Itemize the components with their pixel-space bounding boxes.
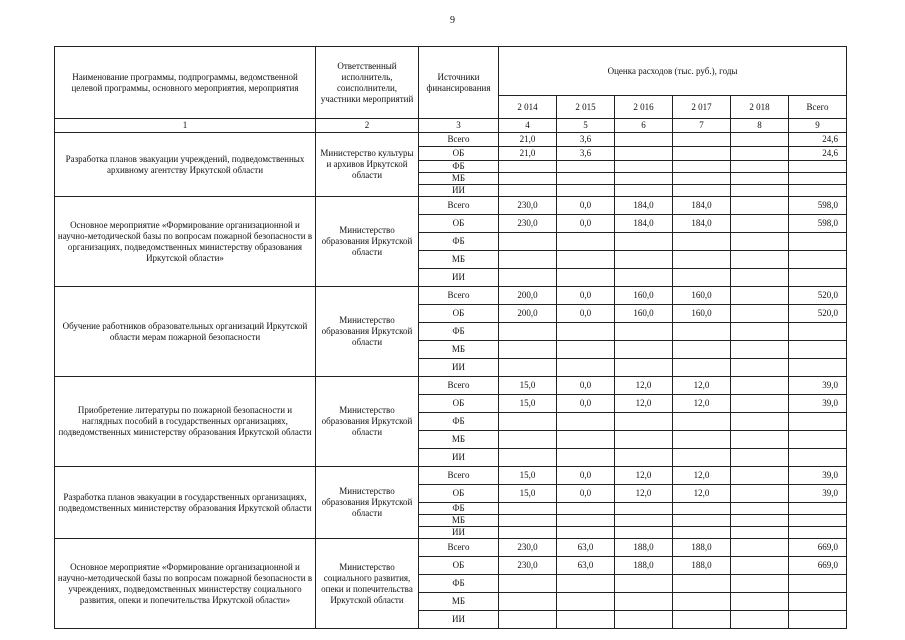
year-value bbox=[731, 503, 789, 515]
year-value bbox=[673, 611, 731, 629]
year-value: 15,0 bbox=[499, 485, 557, 503]
year-value bbox=[731, 557, 789, 575]
table-row bbox=[55, 197, 847, 215]
year-value: 184,0 bbox=[673, 215, 731, 233]
total-value bbox=[789, 185, 847, 197]
year-value: 12,0 bbox=[673, 467, 731, 485]
column-number: 4 bbox=[499, 119, 557, 133]
year-value bbox=[615, 133, 673, 147]
column-number: 8 bbox=[731, 119, 789, 133]
year-value bbox=[731, 269, 789, 287]
column-number: 7 bbox=[673, 119, 731, 133]
year-value: 188,0 bbox=[615, 557, 673, 575]
year-value bbox=[731, 539, 789, 557]
header-year: 2 017 bbox=[673, 96, 731, 119]
year-value bbox=[731, 449, 789, 467]
funding-source: Всего bbox=[419, 287, 499, 305]
year-value: 0,0 bbox=[557, 467, 615, 485]
year-value: 0,0 bbox=[557, 485, 615, 503]
year-value bbox=[557, 161, 615, 173]
year-value: 12,0 bbox=[615, 377, 673, 395]
year-value: 12,0 bbox=[673, 377, 731, 395]
total-value: 669,0 bbox=[789, 539, 847, 557]
year-value: 12,0 bbox=[673, 395, 731, 413]
total-value: 598,0 bbox=[789, 215, 847, 233]
year-value: 0,0 bbox=[557, 305, 615, 323]
year-value bbox=[615, 359, 673, 377]
year-value: 12,0 bbox=[615, 485, 673, 503]
header-year: 2 014 bbox=[499, 96, 557, 119]
year-value bbox=[615, 413, 673, 431]
year-value: 15,0 bbox=[499, 395, 557, 413]
executor-name: Министерство образования Иркутской области bbox=[316, 467, 419, 539]
year-value bbox=[499, 269, 557, 287]
funding-source: МБ bbox=[419, 431, 499, 449]
table-body bbox=[55, 47, 847, 629]
funding-source: ИИ bbox=[419, 269, 499, 287]
year-value: 200,0 bbox=[499, 287, 557, 305]
year-value bbox=[731, 147, 789, 161]
year-value bbox=[673, 359, 731, 377]
year-value bbox=[499, 359, 557, 377]
year-value: 63,0 bbox=[557, 557, 615, 575]
year-value bbox=[731, 233, 789, 251]
year-value bbox=[731, 431, 789, 449]
year-value bbox=[673, 147, 731, 161]
program-name: Разработка планов эвакуации учреждений, подведомственных архивному агентству Иркутской области bbox=[55, 133, 316, 197]
table-row bbox=[55, 539, 847, 557]
column-number: 2 bbox=[316, 119, 419, 133]
year-value: 184,0 bbox=[673, 197, 731, 215]
total-value bbox=[789, 527, 847, 539]
year-value bbox=[557, 233, 615, 251]
year-value bbox=[499, 575, 557, 593]
year-value bbox=[557, 611, 615, 629]
year-value bbox=[557, 503, 615, 515]
year-value bbox=[615, 449, 673, 467]
year-value bbox=[615, 233, 673, 251]
total-value: 39,0 bbox=[789, 377, 847, 395]
year-value bbox=[731, 413, 789, 431]
total-value bbox=[789, 161, 847, 173]
total-value: 39,0 bbox=[789, 395, 847, 413]
year-value bbox=[731, 575, 789, 593]
table-row bbox=[55, 377, 847, 395]
year-value: 184,0 bbox=[615, 197, 673, 215]
total-value: 39,0 bbox=[789, 467, 847, 485]
year-value: 0,0 bbox=[557, 395, 615, 413]
total-value bbox=[789, 413, 847, 431]
total-value: 520,0 bbox=[789, 305, 847, 323]
funding-source: Всего bbox=[419, 133, 499, 147]
year-value bbox=[731, 611, 789, 629]
year-value bbox=[731, 377, 789, 395]
total-value: 24,6 bbox=[789, 147, 847, 161]
year-value bbox=[557, 185, 615, 197]
funding-source: ОБ bbox=[419, 485, 499, 503]
total-value bbox=[789, 449, 847, 467]
executor-name: Министерство образования Иркутской области bbox=[316, 287, 419, 377]
year-value bbox=[615, 269, 673, 287]
header-total: Всего bbox=[789, 96, 847, 119]
year-value bbox=[615, 341, 673, 359]
year-value bbox=[499, 431, 557, 449]
year-value: 160,0 bbox=[673, 305, 731, 323]
total-value bbox=[789, 233, 847, 251]
year-value bbox=[673, 515, 731, 527]
year-value bbox=[499, 173, 557, 185]
table-row bbox=[55, 287, 847, 305]
year-value bbox=[731, 341, 789, 359]
year-value: 0,0 bbox=[557, 287, 615, 305]
year-value bbox=[673, 575, 731, 593]
header-year: 2 015 bbox=[557, 96, 615, 119]
year-value bbox=[731, 197, 789, 215]
funding-source: ОБ bbox=[419, 395, 499, 413]
year-value bbox=[731, 527, 789, 539]
column-number: 6 bbox=[615, 119, 673, 133]
year-value: 12,0 bbox=[673, 485, 731, 503]
total-value: 598,0 bbox=[789, 197, 847, 215]
year-value bbox=[673, 173, 731, 185]
funding-source: Всего bbox=[419, 539, 499, 557]
funding-source: ФБ bbox=[419, 233, 499, 251]
year-value bbox=[499, 185, 557, 197]
year-value bbox=[731, 215, 789, 233]
year-value bbox=[731, 251, 789, 269]
year-value: 160,0 bbox=[615, 287, 673, 305]
program-name: Разработка планов эвакуации в государственных организациях, подведомственных министерству образования Иркутской области bbox=[55, 467, 316, 539]
year-value bbox=[557, 359, 615, 377]
year-value: 12,0 bbox=[615, 395, 673, 413]
header-executor: Ответственный исполнитель, соисполнители, участники мероприятий bbox=[316, 47, 419, 119]
year-value bbox=[499, 251, 557, 269]
funding-source: ФБ bbox=[419, 323, 499, 341]
year-value bbox=[731, 287, 789, 305]
year-value bbox=[557, 341, 615, 359]
funding-source: МБ bbox=[419, 341, 499, 359]
total-value bbox=[789, 431, 847, 449]
column-number: 3 bbox=[419, 119, 499, 133]
year-value bbox=[557, 593, 615, 611]
funding-source: ИИ bbox=[419, 527, 499, 539]
year-value bbox=[499, 161, 557, 173]
year-value bbox=[673, 413, 731, 431]
funding-source: Всего bbox=[419, 467, 499, 485]
year-value: 230,0 bbox=[499, 197, 557, 215]
year-value bbox=[557, 323, 615, 341]
year-value bbox=[673, 449, 731, 467]
table-row bbox=[55, 133, 847, 147]
funding-source: ИИ bbox=[419, 611, 499, 629]
year-value bbox=[673, 233, 731, 251]
executor-name: Министерство культуры и архивов Иркутской области bbox=[316, 133, 419, 197]
year-value bbox=[673, 503, 731, 515]
year-value bbox=[615, 575, 673, 593]
year-value bbox=[615, 251, 673, 269]
funding-source: ФБ bbox=[419, 413, 499, 431]
year-value bbox=[673, 133, 731, 147]
funding-source: МБ bbox=[419, 251, 499, 269]
program-name: Основное мероприятие «Формирование организационной и научно-методической базы по вопросам пожарной безопасности в учреждениях, подведомственных министерству социального развития, опеки и попечительства Иркутской области» bbox=[55, 539, 316, 629]
year-value: 3,6 bbox=[557, 133, 615, 147]
program-name: Основное мероприятие «Формирование организационной и научно-методической базы по вопросам пожарной безопасности в организациях, подведомственных министерству образования Иркутской области» bbox=[55, 197, 316, 287]
year-value bbox=[557, 173, 615, 185]
funding-source: ОБ bbox=[419, 305, 499, 323]
year-value bbox=[615, 611, 673, 629]
year-value bbox=[557, 431, 615, 449]
year-value bbox=[731, 593, 789, 611]
year-value bbox=[731, 485, 789, 503]
year-value: 3,6 bbox=[557, 147, 615, 161]
total-value bbox=[789, 341, 847, 359]
executor-name: Министерство образования Иркутской области bbox=[316, 197, 419, 287]
total-value: 24,6 bbox=[789, 133, 847, 147]
year-value bbox=[499, 611, 557, 629]
year-value bbox=[731, 185, 789, 197]
year-value: 0,0 bbox=[557, 197, 615, 215]
total-value bbox=[789, 251, 847, 269]
year-value bbox=[673, 161, 731, 173]
funding-source: ФБ bbox=[419, 575, 499, 593]
year-value bbox=[731, 161, 789, 173]
year-value bbox=[499, 323, 557, 341]
total-value bbox=[789, 593, 847, 611]
year-value bbox=[557, 575, 615, 593]
year-value bbox=[499, 449, 557, 467]
funding-source: ИИ bbox=[419, 185, 499, 197]
funding-source: ИИ bbox=[419, 449, 499, 467]
funding-source: ОБ bbox=[419, 557, 499, 575]
funding-source: Всего bbox=[419, 377, 499, 395]
table-row bbox=[55, 467, 847, 485]
total-value bbox=[789, 515, 847, 527]
year-value: 160,0 bbox=[615, 305, 673, 323]
year-value bbox=[731, 305, 789, 323]
year-value bbox=[615, 431, 673, 449]
funding-source: ОБ bbox=[419, 215, 499, 233]
year-value bbox=[673, 269, 731, 287]
year-value bbox=[673, 323, 731, 341]
total-value: 669,0 bbox=[789, 557, 847, 575]
year-value bbox=[673, 527, 731, 539]
year-value: 0,0 bbox=[557, 377, 615, 395]
year-value: 12,0 bbox=[615, 467, 673, 485]
year-value bbox=[615, 161, 673, 173]
year-value bbox=[731, 515, 789, 527]
year-value: 21,0 bbox=[499, 147, 557, 161]
year-value bbox=[499, 593, 557, 611]
year-value bbox=[731, 467, 789, 485]
page-number: 9 bbox=[450, 15, 455, 26]
year-value: 230,0 bbox=[499, 539, 557, 557]
year-value bbox=[615, 173, 673, 185]
year-value: 21,0 bbox=[499, 133, 557, 147]
expense-table bbox=[54, 46, 847, 629]
total-value bbox=[789, 359, 847, 377]
year-value bbox=[499, 341, 557, 359]
year-value bbox=[499, 413, 557, 431]
year-value: 0,0 bbox=[557, 215, 615, 233]
year-value: 15,0 bbox=[499, 377, 557, 395]
total-value: 39,0 bbox=[789, 485, 847, 503]
year-value bbox=[731, 395, 789, 413]
total-value bbox=[789, 173, 847, 185]
year-value bbox=[673, 431, 731, 449]
column-number: 9 bbox=[789, 119, 847, 133]
year-value: 188,0 bbox=[673, 557, 731, 575]
executor-name: Министерство образования Иркутской области bbox=[316, 377, 419, 467]
year-value bbox=[557, 269, 615, 287]
total-value bbox=[789, 575, 847, 593]
executor-name: Министерство социального развития, опеки и попечительства Иркутской области bbox=[316, 539, 419, 629]
funding-source: ФБ bbox=[419, 161, 499, 173]
funding-source: МБ bbox=[419, 593, 499, 611]
year-value bbox=[615, 593, 673, 611]
header-year: 2 016 bbox=[615, 96, 673, 119]
year-value bbox=[673, 251, 731, 269]
total-value: 520,0 bbox=[789, 287, 847, 305]
year-value bbox=[673, 341, 731, 359]
year-value bbox=[499, 515, 557, 527]
year-value: 184,0 bbox=[615, 215, 673, 233]
year-value bbox=[499, 233, 557, 251]
year-value bbox=[731, 133, 789, 147]
header-name: Наименование программы, подпрограммы, ведомственной целевой программы, основного мероприятия, мероприятия bbox=[55, 47, 316, 119]
year-value bbox=[615, 323, 673, 341]
year-value bbox=[557, 449, 615, 467]
column-number: 5 bbox=[557, 119, 615, 133]
funding-source: ОБ bbox=[419, 147, 499, 161]
funding-source: Всего bbox=[419, 197, 499, 215]
year-value bbox=[731, 173, 789, 185]
column-number: 1 bbox=[55, 119, 316, 133]
year-value bbox=[615, 515, 673, 527]
header-estimate: Оценка расходов (тыс. руб.), годы bbox=[499, 47, 847, 96]
year-value bbox=[731, 323, 789, 341]
program-name: Приобретение литературы по пожарной безопасности и наглядных пособий в государственных организациях, подведомственных министерству образования Иркутской области bbox=[55, 377, 316, 467]
year-value: 200,0 bbox=[499, 305, 557, 323]
total-value bbox=[789, 503, 847, 515]
year-value bbox=[615, 147, 673, 161]
year-value bbox=[557, 515, 615, 527]
year-value bbox=[673, 185, 731, 197]
year-value: 63,0 bbox=[557, 539, 615, 557]
year-value bbox=[615, 503, 673, 515]
program-name: Обучение работников образовательных организаций Иркутской области мерам пожарной безопасности bbox=[55, 287, 316, 377]
total-value bbox=[789, 611, 847, 629]
year-value bbox=[557, 251, 615, 269]
year-value: 230,0 bbox=[499, 215, 557, 233]
year-value bbox=[499, 527, 557, 539]
header-source: Источники финансирования bbox=[419, 47, 499, 119]
total-value bbox=[789, 323, 847, 341]
year-value bbox=[615, 527, 673, 539]
year-value bbox=[731, 359, 789, 377]
year-value bbox=[499, 503, 557, 515]
total-value bbox=[789, 269, 847, 287]
year-value: 15,0 bbox=[499, 467, 557, 485]
year-value bbox=[673, 593, 731, 611]
year-value bbox=[557, 527, 615, 539]
funding-source: МБ bbox=[419, 173, 499, 185]
year-value bbox=[557, 413, 615, 431]
year-value: 230,0 bbox=[499, 557, 557, 575]
year-value: 188,0 bbox=[673, 539, 731, 557]
funding-source: МБ bbox=[419, 515, 499, 527]
header-year: 2 018 bbox=[731, 96, 789, 119]
year-value bbox=[615, 185, 673, 197]
year-value: 188,0 bbox=[615, 539, 673, 557]
funding-source: ИИ bbox=[419, 359, 499, 377]
funding-source: ФБ bbox=[419, 503, 499, 515]
year-value: 160,0 bbox=[673, 287, 731, 305]
